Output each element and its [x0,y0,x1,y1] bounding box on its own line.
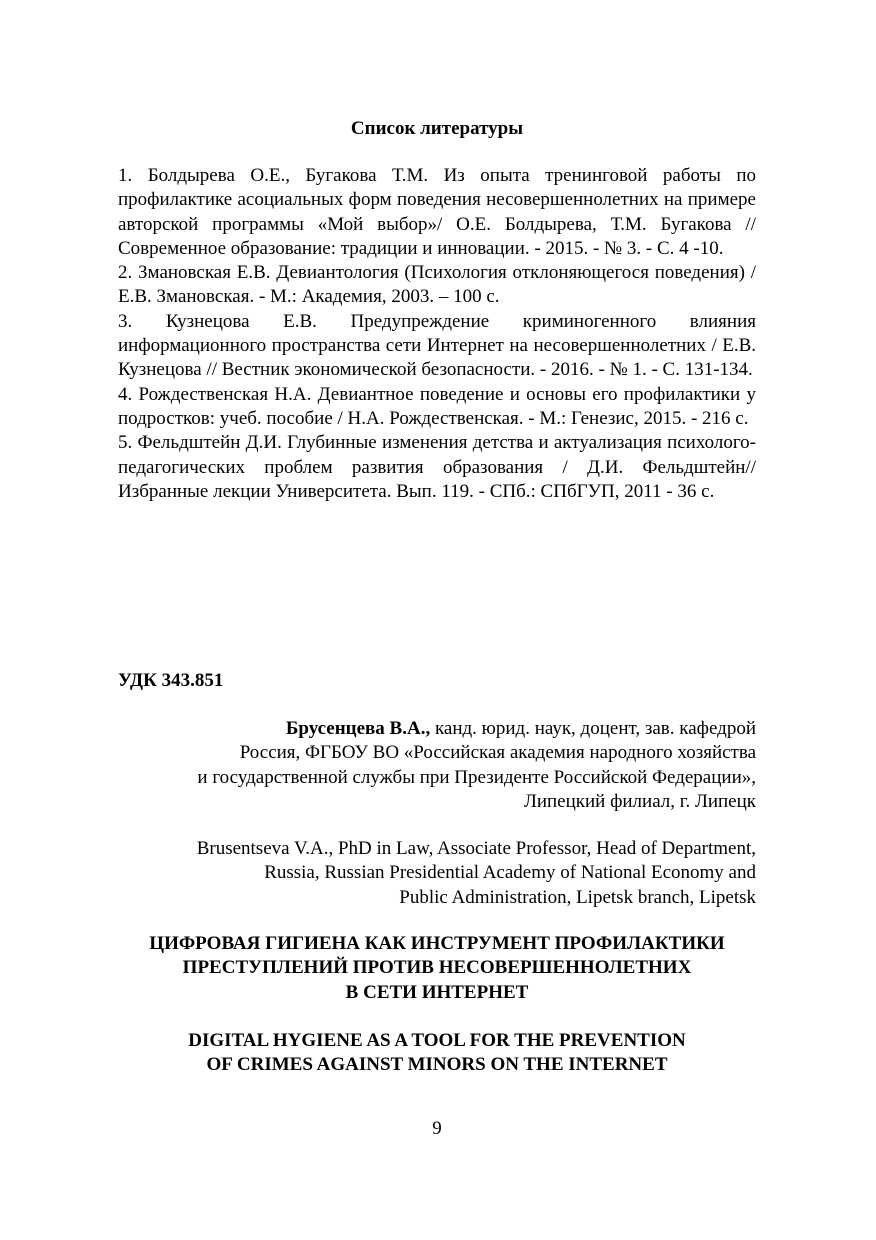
title-en-line-1: DIGITAL HYGIENE AS A TOOL FOR THE PREVENTION [188,1030,686,1051]
references-title: Список литературы [350,118,524,139]
title-en-line-2: OF CRIMES AGAINST MINORS ON THE INTERNET [206,1054,668,1076]
title-ru-line-3: В СЕТИ ИНТЕРНЕТ [345,981,529,1003]
author-ru-line-2: Россия, ФГБОУ ВО «Российская академия народного хозяйства [239,742,756,764]
author-en-line-3: Public Administration, Lipetsk branch, Lipetsk [399,886,756,908]
author-en-line-2: Russia, Russian Presidential Academy of National Economy and [264,862,756,884]
reference-item: 4. Рождественская Н.А. Девиантное поведение и основы его профилактики у подростков: учеб. пособие / Н.А. Рождественская. - М.: Генезис, 2015. - 216 с. [118,383,756,429]
article-title-ru [118,932,756,1005]
udk-code: УДК 343.851 [118,670,224,691]
page-number: 9 [432,1118,442,1139]
article-title-en [118,1029,756,1078]
reference-item: 2. Змановская Е.В. Девиантология (Психология отклоняющегося поведения) / Е.В. Змановская. - М.: Академия, 2003. – 100 с. [118,262,756,308]
author-ru-line-4: Липецкий филиал, г. Липецк [523,790,756,812]
title-ru-line-2: ПРЕСТУПЛЕНИЙ ПРОТИВ НЕСОВЕРШЕННОЛЕТНИХ [182,957,692,979]
reference-item: 5. Фельдштейн Д.И. Глубинные изменения детства и актуализация психолого-педагогических проблем развития образования / Д.И. Фельдштейн// Избранные лекции Университета. Вып. 119. - СПб.: СПбГУП, 2011 - 36 с. [118,432,756,502]
title-ru-line-1: ЦИФРОВАЯ ГИГИЕНА КАК ИНСТРУМЕНТ ПРОФИЛАКТИКИ [149,933,725,954]
author-en-line-1: Brusentseva V.A., PhD in Law, Associate Professor, Head of Department, [196,838,756,859]
references-list [118,164,756,504]
author-info-ru [118,717,756,814]
author-ru-line-1 [118,717,756,741]
author-ru-credentials: канд. юрид. наук, доцент, зав. кафедрой [430,718,756,739]
author-info-en [118,837,756,910]
reference-item: 1. Болдырева О.Е., Бугакова Т.М. Из опыта тренинговой работы по профилактике асоциальных форм поведения несовершеннолетних на примере авторской программы «Мой выбор»/ О.Е. Болдырева, Т.М. Бугакова // Современное образование: традиции и инновации. - 2015. - № 3. - С. 4 -10. [118,165,756,259]
reference-item: 3. Кузнецова Е.В. Предупреждение криминогенного влияния информационного пространства сети Интернет на несовершеннолетних / Е.В. Кузнецова // Вестник экономической безопасности. - 2016. - № 1. - С. 131-134. [118,310,756,381]
author-name-ru: Брусенцева В.А., [285,718,431,739]
author-ru-line-3: и государственной службы при Президенте Российской Федерации», [197,766,756,788]
